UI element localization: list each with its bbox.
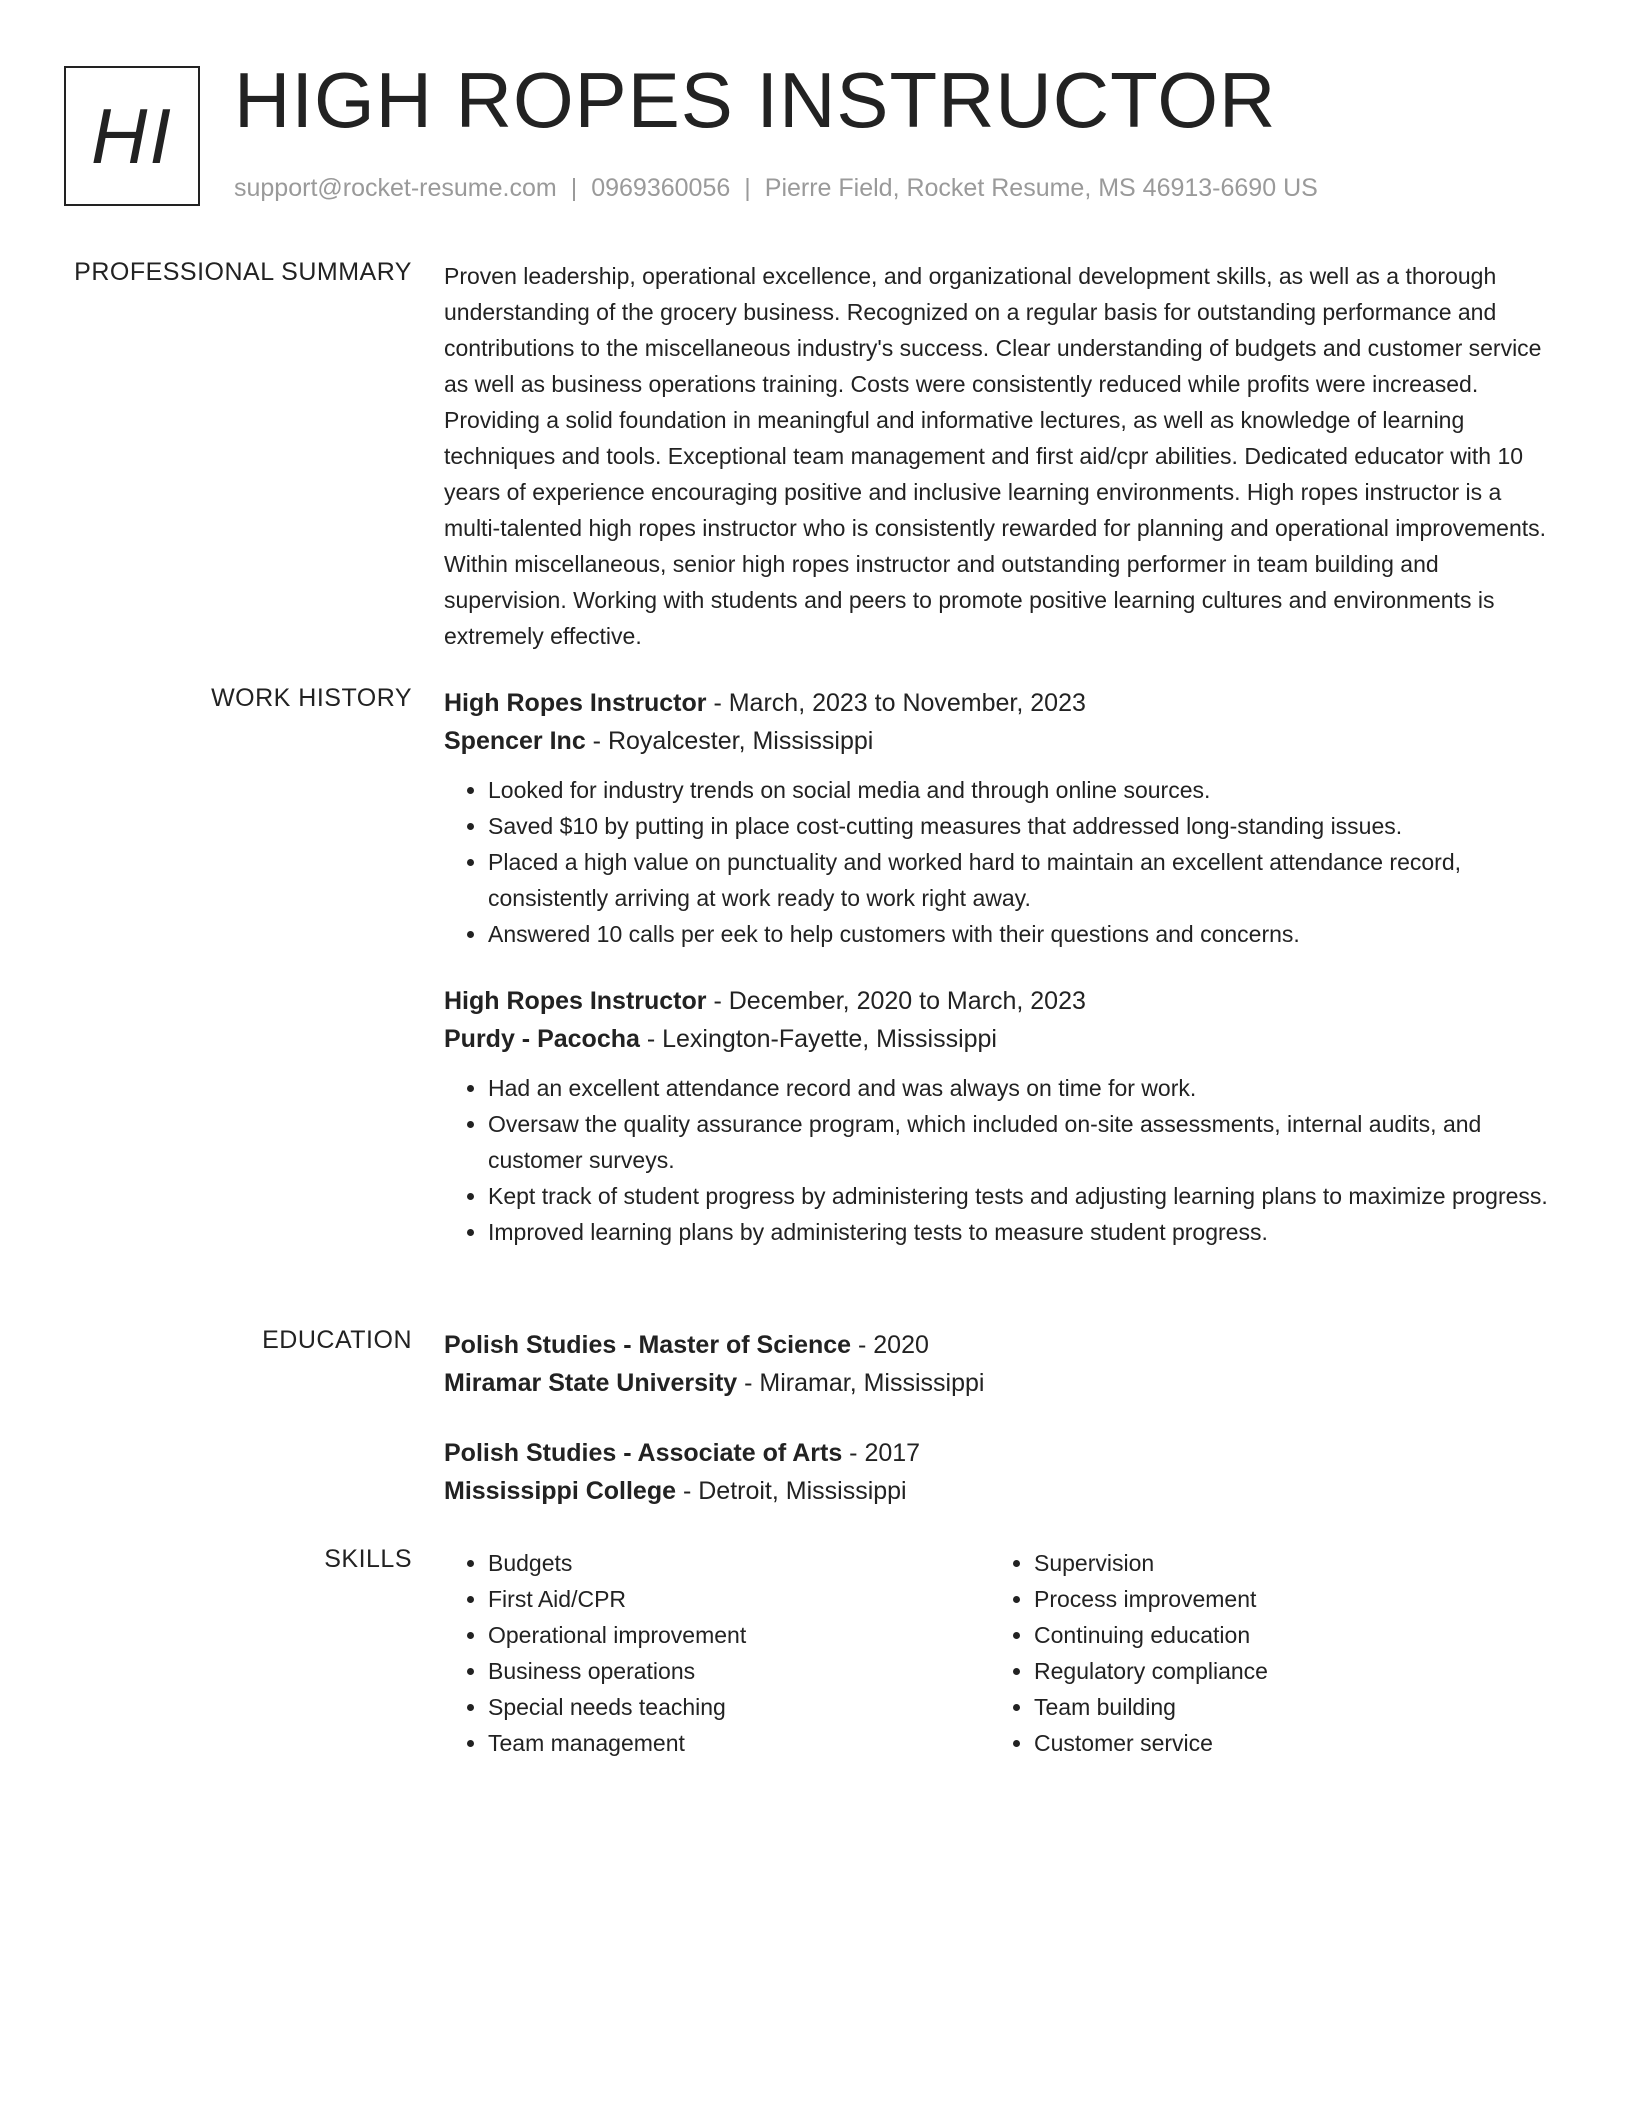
job-bullets <box>444 1070 1556 1250</box>
summary-body <box>444 258 1556 654</box>
contact-phone: 0969360056 <box>591 174 731 202</box>
skill-item: • Customer service <box>1034 1725 1530 1761</box>
job-dates: - March, 2023 to November, 2023 <box>706 689 1086 717</box>
job-bullet: • Oversaw the quality assurance program, which included on-site assessments, internal audits, and customer surveys. <box>488 1106 1556 1178</box>
section-title-education: EDUCATION <box>262 1326 412 1354</box>
school-location: - Miramar, Mississippi <box>737 1369 985 1397</box>
job-bullets <box>444 772 1556 952</box>
degree-year: - 2020 <box>851 1331 929 1359</box>
degree-year: - 2017 <box>842 1439 921 1467</box>
skills-body <box>444 1545 1556 1775</box>
contact-email: support@rocket-resume.com <box>234 174 557 202</box>
skills-list <box>990 1545 1530 1761</box>
skill-item: • Team building <box>1034 1689 1530 1725</box>
school-line <box>444 1472 1556 1510</box>
skills-column-left <box>444 1545 984 1761</box>
job-bullet: • Had an excellent attendance record and was always on time for work. <box>488 1070 1556 1106</box>
contact-separator: | <box>570 174 578 202</box>
work-history-body <box>444 684 1556 1250</box>
school-line <box>444 1364 1556 1402</box>
school-name: Miramar State University <box>444 1369 738 1397</box>
monogram-box <box>64 66 200 206</box>
skills-column-right <box>990 1545 1530 1761</box>
contact-address: Pierre Field, Rocket Resume, MS 46913-6690 US <box>764 174 1318 202</box>
section-title-work-history: WORK HISTORY <box>211 684 412 712</box>
job-bullet: • Kept track of student progress by administering tests and adjusting learning plans to maximize progress. <box>488 1178 1556 1214</box>
skill-item: • Special needs teaching <box>488 1689 984 1725</box>
degree-line <box>444 1434 1556 1472</box>
contact-separator: | <box>744 174 751 202</box>
job-entry <box>444 982 1556 1250</box>
contact-line <box>234 174 1318 203</box>
school-name: Mississippi College <box>444 1477 677 1505</box>
education-body <box>444 1326 1556 1510</box>
education-entry <box>444 1434 1556 1510</box>
skill-item: • Budgets <box>488 1545 984 1581</box>
job-dates: - December, 2020 to March, 2023 <box>706 987 1086 1015</box>
skill-item: • Business operations <box>488 1653 984 1689</box>
skill-item: • Continuing education <box>1034 1617 1530 1653</box>
skill-item: • First Aid/CPR <box>488 1581 984 1617</box>
degree-name: Polish Studies - Associate of Arts <box>444 1439 843 1467</box>
job-company-line <box>444 722 1556 760</box>
section-title-summary: PROFESSIONAL SUMMARY <box>74 258 412 286</box>
job-role: High Ropes Instructor <box>444 987 707 1015</box>
skill-item: • Operational improvement <box>488 1617 984 1653</box>
summary-text: Proven leadership, operational excellence, and organizational development skills, as well as a thorough understanding of the grocery business. Recognized on a regular basis for outstanding performance and contributions to the miscellaneous industry's success. Clear understanding of budgets and customer service as well as business operations training. Costs were consistently reduced while profits were increased. Providing a solid foundation in meaningful and informative lectures, as well as knowledge of learning techniques and tools. Exceptional team management and first aid/cpr abilities. Dedicated educator with 10 years of experience encouraging positive and inclusive learning environments. High ropes instructor is a multi-talented high ropes instructor who is consistently rewarded for planning and operational improvements. Within miscellaneous, senior high ropes instructor and outstanding performer in team building and supervision. Working with students and peers to promote positive learning cultures and environments is extremely effective. <box>444 263 1547 649</box>
job-location: - Lexington-Fayette, Mississippi <box>639 1025 997 1053</box>
skill-item: • Supervision <box>1034 1545 1530 1581</box>
school-location: - Detroit, Mississippi <box>676 1477 907 1505</box>
job-bullet: • Answered 10 calls per eek to help customers with their questions and concerns. <box>488 916 1556 952</box>
candidate-name: HIGH ROPES INSTRUCTOR <box>234 56 1277 144</box>
job-bullet: • Looked for industry trends on social media and through online sources. <box>488 772 1556 808</box>
job-title-line <box>444 684 1556 722</box>
section-title-skills: SKILLS <box>324 1545 412 1573</box>
job-bullet: • Saved $10 by putting in place cost-cutting measures that addressed long-standing issues. <box>488 808 1556 844</box>
degree-line <box>444 1326 1556 1364</box>
skill-item: • Regulatory compliance <box>1034 1653 1530 1689</box>
job-company: Purdy - Pacocha <box>444 1025 640 1053</box>
job-bullet: • Improved learning plans by administering tests to measure student progress. <box>488 1214 1556 1250</box>
monogram-initials: HI <box>91 91 173 180</box>
job-title-line <box>444 982 1556 1020</box>
job-entry <box>444 684 1556 952</box>
skill-item: • Process improvement <box>1034 1581 1530 1617</box>
job-location: - Royalcester, Mississippi <box>585 727 874 755</box>
job-company: Spencer Inc <box>444 727 586 755</box>
job-company-line <box>444 1020 1556 1058</box>
education-entry <box>444 1326 1556 1402</box>
job-bullet: • Placed a high value on punctuality and worked hard to maintain an excellent attendance record, consistently arriving at work ready to work right away. <box>488 844 1556 916</box>
job-role: High Ropes Instructor <box>444 689 707 717</box>
degree-name: Polish Studies - Master of Science <box>444 1331 852 1359</box>
skill-item: • Team management <box>488 1725 984 1761</box>
skills-list <box>444 1545 984 1761</box>
